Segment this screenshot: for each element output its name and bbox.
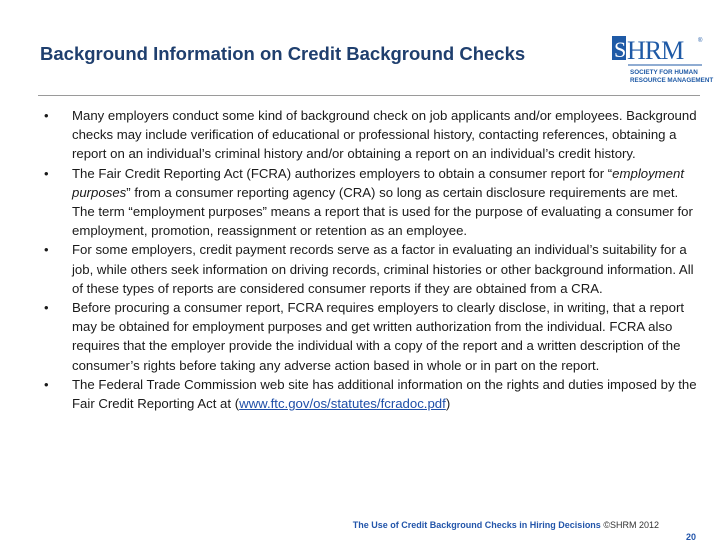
logo-tagline-2: RESOURCE MANAGEMENT xyxy=(630,77,714,84)
bullet-text: Many employers conduct some kind of background check on job applicants and/or employees. Background checks may include verification of educational or professional history, contacting references, obtaining a report on an individual’s criminal history and/or obtaining a report on an individual’s credit history. xyxy=(72,108,697,162)
bullet-text: Before procuring a consumer report, FCRA requires employers to clearly disclose, in writing, that a report may be obtained for employment purposes and get written authorization from the individual. FCRA also requires that the employer provide the individual with a copy of the report and a written description of the consumer’s rights before taking any adverse action based in whole or in part on the report. xyxy=(72,300,685,373)
logo-registered: ® xyxy=(698,38,703,44)
footer-copyright: ©SHRM 2012 xyxy=(603,520,659,530)
page-number: 20 xyxy=(685,532,696,542)
bullet-item xyxy=(38,106,702,164)
bullet-text-post: ” from a consumer reporting agency (CRA) so long as certain disclosure requirements are met. The term “employment purposes” means a report that is used for the purpose of evaluating a consumer for employment, promotion, reassignment or retention as an employee. xyxy=(72,184,693,239)
title-divider xyxy=(38,95,700,96)
bullet-emphasis: employment purposes xyxy=(72,165,685,200)
slide-title: Background Information on Credit Background Checks xyxy=(40,43,526,64)
bullet-list xyxy=(38,106,702,413)
bullet-dot: • xyxy=(44,108,49,123)
bullet-dot: • xyxy=(44,165,49,181)
bullet-dot: • xyxy=(44,242,49,258)
ftc-link[interactable]: www.ftc.gov/os/statutes/fcradoc.pdf xyxy=(239,396,446,412)
bullet-text-post: ) xyxy=(445,396,451,412)
shrm-logo xyxy=(612,34,714,94)
bullet-dot: • xyxy=(44,376,49,392)
footer xyxy=(0,520,659,530)
logo-tagline-1: SOCIETY FOR HUMAN xyxy=(630,69,698,76)
bullet-item xyxy=(38,240,702,298)
logo-wordmark: HRM xyxy=(627,36,684,65)
bullet-text-pre: The Federal Trade Commission web site has additional information on the rights and duties imposed by the Fair Credit Reporting Act at ( xyxy=(72,376,697,412)
footer-title: The Use of Credit Background Checks in Hiring Decisions xyxy=(352,520,601,530)
bullet-item xyxy=(38,164,702,241)
bullet-dot: • xyxy=(44,300,49,316)
bullet-text-pre: The Fair Credit Reporting Act (FCRA) authorizes employers to obtain a consumer report for “ xyxy=(72,165,613,181)
bullet-item xyxy=(38,375,702,413)
bullet-text: For some employers, credit payment records serve as a factor in evaluating an individual’s suitability for a job, while others seek information on driving records, criminal histories or other background information. All of these types of reports are considered consumer reports if they are obtained from a CRA. xyxy=(72,242,694,296)
bullet-item xyxy=(38,298,702,375)
logo-s-letter: S xyxy=(614,37,627,62)
